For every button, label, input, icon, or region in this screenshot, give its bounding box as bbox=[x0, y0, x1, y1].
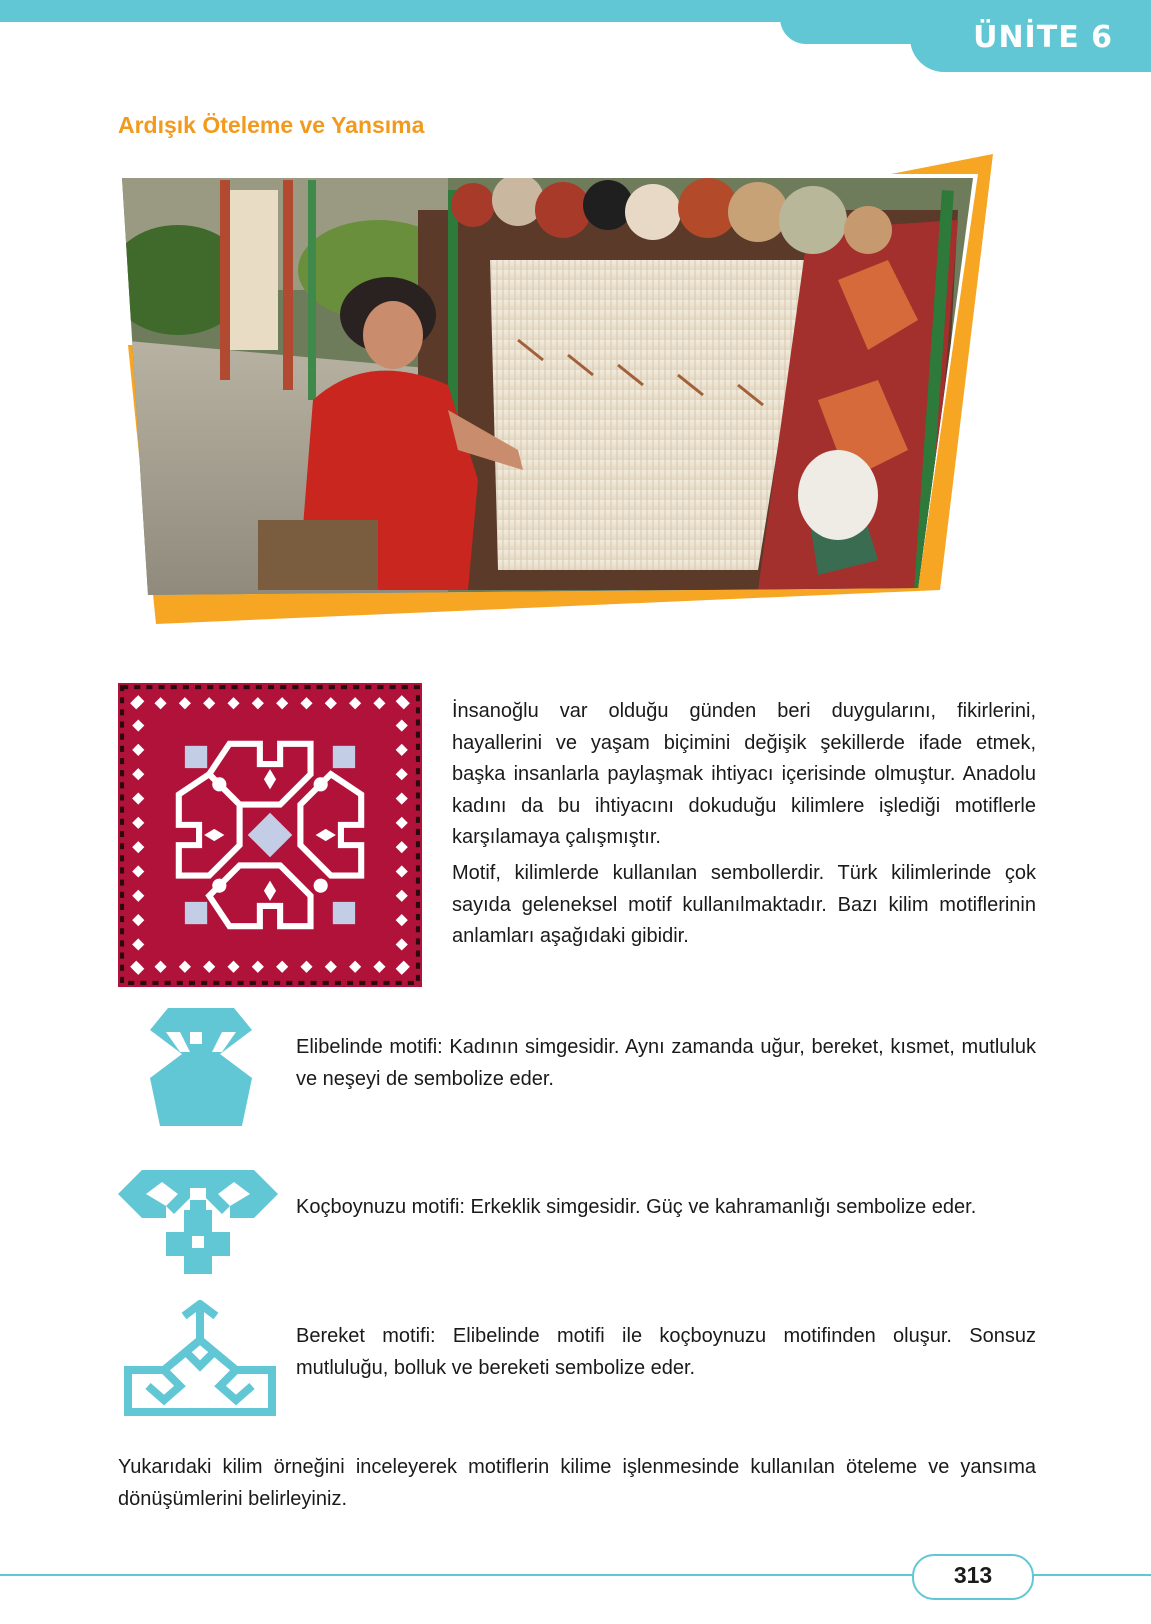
intro-paragraph: İnsanoğlu var olduğu günden beri duygularını, fikirlerini, hayallerini ve yaşam biçimini değişik şekillerde ifade etmek, başka insanlarla paylaşmak ihtiyacı içerisinde olmuştur. Anadolu kadını da bu ihtiyacını dokuduğu kilimlere işlediği motiflerle karşılamaya çalışmıştır. bbox=[452, 700, 1036, 848]
kilim-pattern bbox=[118, 683, 422, 987]
motif-paragraph: Motif, kilimlerde kullanılan sembollerdir. Türk kilimlerinde çok sayıda geleneksel motif kullanılmaktadır. Bazı kilim motiflerinin anlamları aşağıdaki gibidir. bbox=[452, 862, 1036, 947]
page-number: 313 bbox=[953, 1562, 993, 1588]
elibelinde-description: Elibelinde motifi: Kadının simgesidir. Aynı zamanda uğur, bereket, kısmet, mutluluk ve neşeyi de sembolize eder. bbox=[296, 1036, 1036, 1090]
exercise-question: Yukarıdaki kilim örneğini inceleyerek motiflerin kilime işlenmesinde kullanılan öteleme ve yansıma dönüşümlerini belirleyiniz. bbox=[118, 1456, 1036, 1510]
elibelinde-motif-icon bbox=[146, 1008, 256, 1128]
bereket-motif-icon bbox=[124, 1300, 276, 1416]
kocboynuzu-description: Koçboynuzu motifi: Erkeklik simgesidir. Güç ve kahramanlığı sembolize eder. bbox=[296, 1196, 977, 1218]
bereket-description: Bereket motifi: Elibelinde motifi ile koçboynuzu motifinden oluşur. Sonsuz mutluluğu, bolluk ve bereketi sembolize eder. bbox=[296, 1325, 1036, 1379]
section-title: Ardışık Öteleme ve Yansıma bbox=[118, 112, 425, 138]
weaving-photo bbox=[118, 150, 1038, 655]
unit-label: ÜNİTE 6 bbox=[973, 20, 1113, 55]
kocboynuzu-motif-icon bbox=[118, 1170, 278, 1274]
